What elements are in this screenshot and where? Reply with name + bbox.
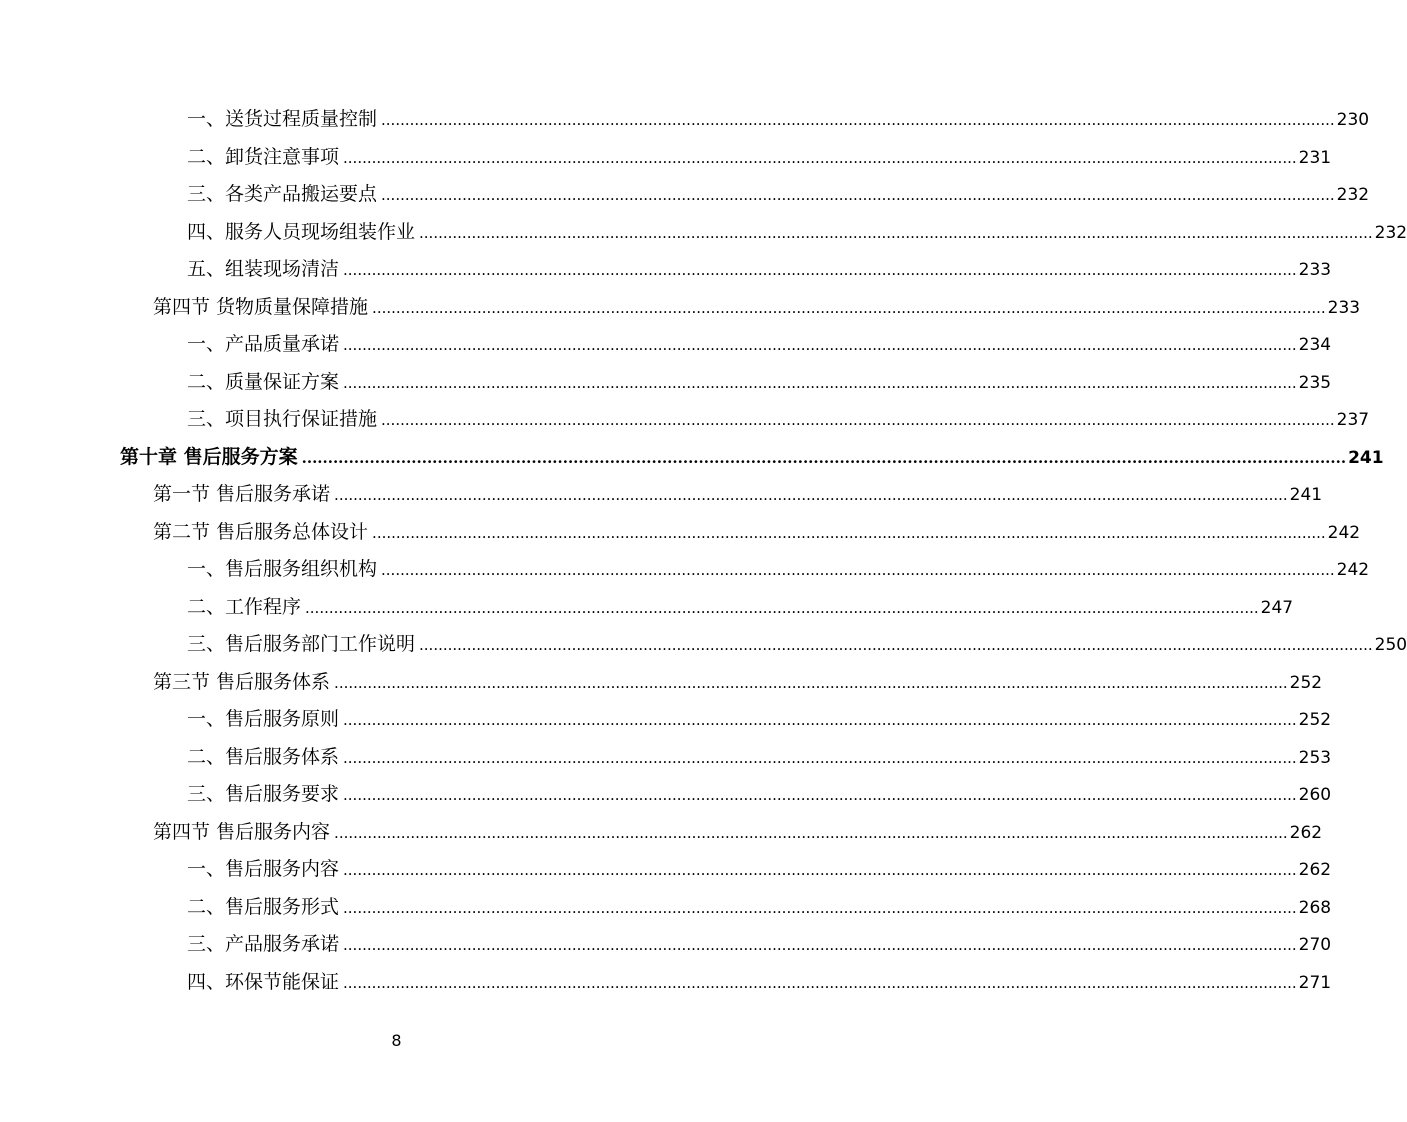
dot-leader: ........................................................................................................................................................................................................ bbox=[372, 298, 1326, 317]
toc-entry-title: 四、服务人员现场组装作业 bbox=[187, 220, 416, 243]
toc-entry[interactable] bbox=[0, 251, 1332, 289]
toc-entry-title: 三、产品服务承诺 bbox=[187, 933, 340, 955]
toc-entry-title: 一、售后服务原则 bbox=[187, 708, 340, 730]
toc-entry[interactable] bbox=[0, 289, 1361, 327]
toc-entry-page-number: 260 bbox=[1298, 785, 1332, 805]
dot-leader: ........................................................................................................................................................................................................ bbox=[343, 148, 1297, 167]
toc-entry[interactable] bbox=[0, 364, 1332, 402]
toc-entry[interactable] bbox=[0, 851, 1332, 889]
toc-entry-page-number: 237 bbox=[1336, 410, 1370, 430]
toc-entry-page-number: 233 bbox=[1298, 260, 1332, 280]
toc-entry[interactable] bbox=[0, 776, 1332, 814]
toc-entry-title: 一、售后服务内容 bbox=[187, 858, 340, 880]
toc-entry-title: 一、售后服务组织机构 bbox=[187, 558, 378, 580]
toc-entry[interactable] bbox=[0, 551, 1370, 589]
toc-entry-page-number: 241 bbox=[1289, 485, 1323, 505]
toc-entry-page-number: 233 bbox=[1327, 297, 1361, 318]
toc-entry-page-number: 271 bbox=[1298, 972, 1332, 993]
dot-leader: ........................................................................................................................................................................................................ bbox=[343, 711, 1297, 729]
toc-entry-page-number: 230 bbox=[1336, 110, 1370, 130]
toc-entry-page-number: 252 bbox=[1298, 710, 1332, 730]
toc-entry-page-number: 235 bbox=[1298, 372, 1332, 393]
toc-entry[interactable] bbox=[0, 814, 1323, 852]
dot-leader: ........................................................................................................................................................................................................ bbox=[343, 898, 1297, 917]
toc-entry[interactable] bbox=[0, 214, 1407, 252]
dot-leader: ........................................................................................................................................................................................................ bbox=[343, 336, 1297, 354]
toc-entry-title: 一、送货过程质量控制 bbox=[187, 108, 378, 130]
toc-entry-page-number: 242 bbox=[1336, 560, 1370, 580]
toc-entry[interactable] bbox=[0, 139, 1332, 177]
toc-entry-title: 三、售后服务部门工作说明 bbox=[187, 633, 416, 655]
toc-entry[interactable] bbox=[0, 889, 1332, 927]
toc-entry-title: 二、工作程序 bbox=[187, 595, 302, 618]
toc-entry-title: 第十章 售后服务方案 bbox=[120, 445, 298, 468]
toc-entry[interactable] bbox=[0, 476, 1323, 514]
dot-leader: ........................................................................................................................................................................................................ bbox=[305, 598, 1259, 617]
dot-leader: ........................................................................................................................................................................................................ bbox=[372, 523, 1326, 542]
toc-entry[interactable] bbox=[0, 401, 1370, 439]
toc-entry-page-number: 242 bbox=[1327, 522, 1361, 543]
toc-entry[interactable] bbox=[0, 326, 1332, 364]
dot-leader: ........................................................................................................................................................................................................ bbox=[334, 673, 1288, 692]
toc-entry-title: 二、售后服务形式 bbox=[187, 895, 340, 918]
toc-entry-title: 第一节 售后服务承诺 bbox=[153, 483, 331, 505]
toc-entry-title: 一、产品质量承诺 bbox=[187, 333, 340, 355]
toc-entry-title: 第四节 货物质量保障措施 bbox=[153, 295, 369, 318]
dot-leader: ........................................................................................................................................................................................................ bbox=[334, 823, 1288, 842]
toc-entry-title: 第二节 售后服务总体设计 bbox=[153, 520, 369, 543]
toc-entry-title: 二、卸货注意事项 bbox=[187, 145, 340, 168]
toc-entry[interactable] bbox=[0, 101, 1370, 139]
toc-entry-title: 五、组装现场清洁 bbox=[187, 258, 340, 280]
toc-entry[interactable] bbox=[0, 964, 1332, 1002]
toc-entry[interactable] bbox=[0, 926, 1332, 964]
toc-entry[interactable] bbox=[0, 176, 1370, 214]
toc-entry-title: 三、售后服务要求 bbox=[187, 783, 340, 805]
toc-entry-title: 二、质量保证方案 bbox=[187, 370, 340, 393]
dot-leader: ........................................................................................................................................................................................................ bbox=[343, 936, 1297, 954]
dot-leader: ........................................................................................................................................................................................................ bbox=[419, 223, 1373, 242]
toc-entry[interactable] bbox=[0, 739, 1332, 777]
toc-entry-page-number: 231 bbox=[1298, 147, 1332, 168]
dot-leader: ........................................................................................................................................................................................................ bbox=[343, 373, 1297, 392]
toc-entry-title: 四、环保节能保证 bbox=[187, 970, 340, 993]
page-number: 8 bbox=[391, 1031, 402, 1050]
dot-leader: ........................................................................................................................................................................................................ bbox=[381, 561, 1335, 579]
toc-entry-title: 三、项目执行保证措施 bbox=[187, 408, 378, 430]
toc-entry-page-number: 262 bbox=[1298, 860, 1332, 880]
toc-entry[interactable] bbox=[0, 626, 1407, 664]
dot-leader: ........................................................................................................................................................................................................ bbox=[381, 111, 1335, 129]
toc-entry[interactable] bbox=[0, 439, 1384, 477]
toc-entry-title: 第三节 售后服务体系 bbox=[153, 670, 331, 693]
toc-entry[interactable] bbox=[0, 701, 1332, 739]
toc-entry-page-number: 241 bbox=[1348, 447, 1384, 468]
dot-leader: ........................................................................................................................................................................................................ bbox=[301, 448, 1347, 467]
dot-leader: ........................................................................................................................................................................................................ bbox=[343, 973, 1297, 992]
dot-leader: ........................................................................................................................................................................................................ bbox=[419, 636, 1373, 654]
toc-entry[interactable] bbox=[0, 589, 1294, 627]
table-of-contents bbox=[0, 101, 1407, 1001]
toc-entry-page-number: 262 bbox=[1289, 822, 1323, 843]
toc-entry[interactable] bbox=[0, 664, 1323, 702]
dot-leader: ........................................................................................................................................................................................................ bbox=[381, 186, 1335, 204]
toc-entry-page-number: 270 bbox=[1298, 935, 1332, 955]
toc-entry-page-number: 253 bbox=[1298, 747, 1332, 768]
dot-leader: ........................................................................................................................................................................................................ bbox=[343, 786, 1297, 804]
toc-entry[interactable] bbox=[0, 514, 1361, 552]
toc-entry-page-number: 268 bbox=[1298, 897, 1332, 918]
dot-leader: ........................................................................................................................................................................................................ bbox=[343, 861, 1297, 879]
dot-leader: ........................................................................................................................................................................................................ bbox=[381, 411, 1335, 429]
toc-entry-page-number: 234 bbox=[1298, 335, 1332, 355]
toc-entry-page-number: 252 bbox=[1289, 672, 1323, 693]
toc-entry-page-number: 250 bbox=[1374, 635, 1407, 655]
toc-entry-title: 三、各类产品搬运要点 bbox=[187, 183, 378, 205]
dot-leader: ........................................................................................................................................................................................................ bbox=[334, 486, 1288, 504]
toc-entry-page-number: 232 bbox=[1374, 222, 1407, 243]
toc-entry-page-number: 247 bbox=[1260, 597, 1294, 618]
toc-entry-page-number: 232 bbox=[1336, 185, 1370, 205]
toc-entry-title: 二、售后服务体系 bbox=[187, 745, 340, 768]
toc-entry-title: 第四节 售后服务内容 bbox=[153, 820, 331, 843]
dot-leader: ........................................................................................................................................................................................................ bbox=[343, 261, 1297, 279]
dot-leader: ........................................................................................................................................................................................................ bbox=[343, 748, 1297, 767]
